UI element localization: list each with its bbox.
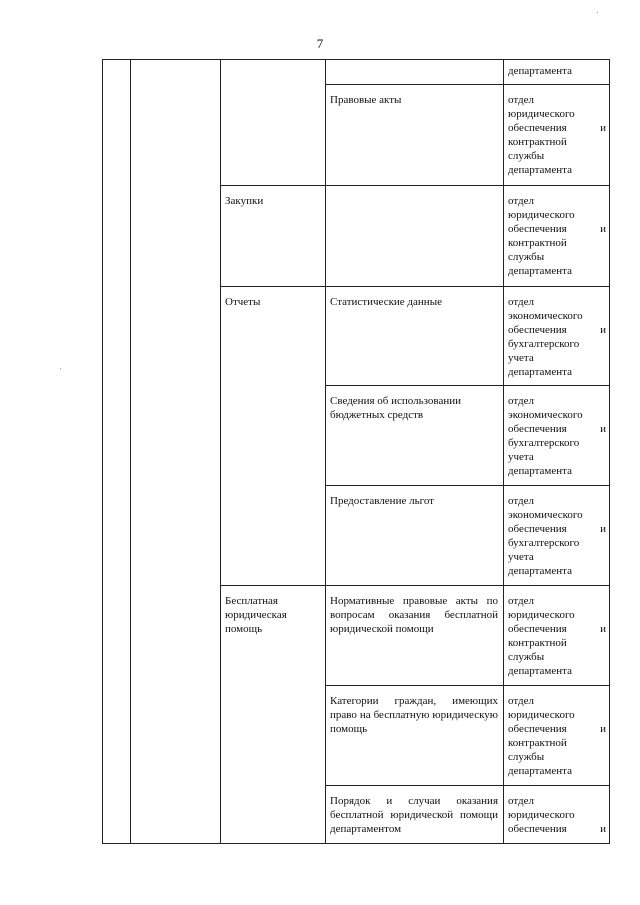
dept-word: обеспечения — [508, 223, 567, 235]
dept-word: департамента — [508, 164, 572, 176]
dept-line — [508, 708, 606, 722]
dept-word: отдел — [508, 296, 534, 308]
topic-cell: Статистические данные — [330, 296, 442, 308]
dept-line — [508, 323, 606, 337]
dept-word: отдел — [508, 195, 534, 207]
dept-word: бухгалтерского — [508, 537, 580, 549]
dept-word: отдел — [508, 495, 534, 507]
scan-speck — [60, 368, 61, 369]
dept-word: юридического — [508, 809, 575, 821]
topic-cell: Порядок и случаи оказания бесплатной юридической помощи департаментом — [330, 795, 498, 835]
dept-word: учета — [508, 451, 534, 463]
dept-word: учета — [508, 551, 534, 563]
dept-word: учета — [508, 352, 534, 364]
row-divider — [220, 585, 610, 586]
dept-word: контрактной — [508, 136, 567, 148]
dept-line — [508, 264, 606, 278]
dept-word: обеспечения — [508, 423, 567, 435]
dept-word: обеспечения — [508, 723, 567, 735]
col-border-3 — [220, 59, 221, 844]
dept-word: отдел — [508, 395, 534, 407]
dept-word: департамента — [508, 366, 572, 378]
dept-word: контрактной — [508, 637, 567, 649]
topic-cell: Правовые акты — [330, 94, 402, 106]
row-divider — [325, 485, 610, 486]
dept-line — [508, 149, 606, 163]
dept-word: и — [600, 823, 606, 835]
dept-word: и — [600, 723, 606, 735]
dept-word: обеспечения — [508, 523, 567, 535]
dept-line — [508, 394, 606, 408]
col-border-1 — [102, 59, 103, 844]
dept-line — [508, 664, 606, 678]
dept-word: департамента — [508, 565, 572, 577]
dept-word: отдел — [508, 94, 534, 106]
dept-word: бухгалтерского — [508, 338, 580, 350]
topic-cell: Сведения об использовании бюджетных средств — [330, 395, 462, 421]
topic-cell: Категории граждан, имеющих право на бесплатную юридическую помощь — [330, 695, 498, 735]
dept-line — [508, 494, 606, 508]
col-border-2 — [130, 59, 131, 844]
dept-word: экономического — [508, 409, 583, 421]
table-top-border — [102, 59, 610, 60]
row-divider — [325, 685, 610, 686]
dept-line — [508, 222, 606, 236]
dept-line — [508, 522, 606, 536]
topic-cell: Нормативные правовые акты по вопросам оказания бесплатной юридической помощи — [330, 595, 498, 635]
dept-line — [508, 822, 606, 836]
dept-line — [508, 508, 606, 522]
table-bottom-border — [102, 843, 610, 844]
col-border-4 — [325, 59, 326, 844]
dept-word: юридического — [508, 609, 575, 621]
dept-line — [508, 450, 606, 464]
dept-word: обеспечения — [508, 122, 567, 134]
dept-cell — [508, 394, 606, 478]
topic-cell: Предоставление льгот — [330, 495, 434, 507]
row-divider — [220, 286, 610, 287]
row-divider — [325, 84, 610, 85]
dept-line — [508, 194, 606, 208]
dept-word: юридического — [508, 108, 575, 120]
dept-word: отдел — [508, 695, 534, 707]
dept-line — [508, 351, 606, 365]
dept-word: отдел — [508, 795, 534, 807]
dept-line — [508, 464, 606, 478]
dept-line — [508, 309, 606, 323]
dept-word: и — [600, 122, 606, 134]
dept-word: юридического — [508, 709, 575, 721]
dept-line — [508, 722, 606, 736]
dept-word: службы — [508, 251, 545, 263]
dept-line — [508, 564, 606, 578]
col-border-5 — [503, 59, 504, 844]
dept-line — [508, 808, 606, 822]
dept-word: и — [600, 523, 606, 535]
dept-word: департамента — [508, 765, 572, 777]
dept-cell — [508, 64, 606, 78]
dept-line — [508, 436, 606, 450]
dept-cell — [508, 594, 606, 678]
row-divider — [220, 185, 610, 186]
section-cell: Закупки — [225, 195, 264, 207]
dept-word: отдел — [508, 595, 534, 607]
dept-cell — [508, 295, 606, 379]
dept-line — [508, 650, 606, 664]
dept-word: экономического — [508, 310, 583, 322]
dept-line — [508, 64, 606, 78]
dept-line — [508, 408, 606, 422]
dept-line — [508, 750, 606, 764]
dept-word: контрактной — [508, 237, 567, 249]
scan-speck — [597, 12, 598, 13]
dept-word: службы — [508, 150, 545, 162]
dept-line — [508, 794, 606, 808]
page-number: 7 — [316, 36, 324, 51]
dept-word: департамента — [508, 465, 572, 477]
dept-word: департамента — [508, 265, 572, 277]
dept-line — [508, 250, 606, 264]
dept-line — [508, 694, 606, 708]
dept-line — [508, 550, 606, 564]
dept-line — [508, 163, 606, 177]
dept-line — [508, 135, 606, 149]
dept-line — [508, 422, 606, 436]
dept-line — [508, 608, 606, 622]
dept-line — [508, 636, 606, 650]
row-divider — [325, 785, 610, 786]
dept-line — [508, 208, 606, 222]
dept-word: и — [600, 324, 606, 336]
dept-cell — [508, 194, 606, 278]
dept-line — [508, 736, 606, 750]
dept-line — [508, 764, 606, 778]
dept-line — [508, 622, 606, 636]
dept-word: юридического — [508, 209, 575, 221]
dept-line — [508, 107, 606, 121]
dept-word: и — [600, 223, 606, 235]
dept-line — [508, 536, 606, 550]
dept-cell — [508, 93, 606, 177]
dept-cell — [508, 694, 606, 778]
section-cell: Бесплатная юридическая помощь — [225, 595, 287, 635]
dept-line — [508, 365, 606, 379]
dept-line — [508, 295, 606, 309]
section-cell: Отчеты — [225, 296, 261, 308]
dept-word: бухгалтерского — [508, 437, 580, 449]
dept-word: службы — [508, 651, 545, 663]
dept-word: обеспечения — [508, 823, 567, 835]
dept-cell — [508, 494, 606, 578]
dept-line — [508, 594, 606, 608]
dept-word: обеспечения — [508, 324, 567, 336]
dept-word: службы — [508, 751, 545, 763]
dept-line — [508, 337, 606, 351]
dept-word: и — [600, 623, 606, 635]
dept-word: и — [600, 423, 606, 435]
dept-word: департамента — [508, 65, 572, 77]
row-divider — [325, 385, 610, 386]
dept-cell — [508, 794, 606, 836]
dept-word: обеспечения — [508, 623, 567, 635]
dept-word: департамента — [508, 665, 572, 677]
col-border-6 — [609, 59, 610, 844]
dept-line — [508, 121, 606, 135]
dept-line — [508, 236, 606, 250]
dept-word: контрактной — [508, 737, 567, 749]
dept-line — [508, 93, 606, 107]
dept-word: экономического — [508, 509, 583, 521]
